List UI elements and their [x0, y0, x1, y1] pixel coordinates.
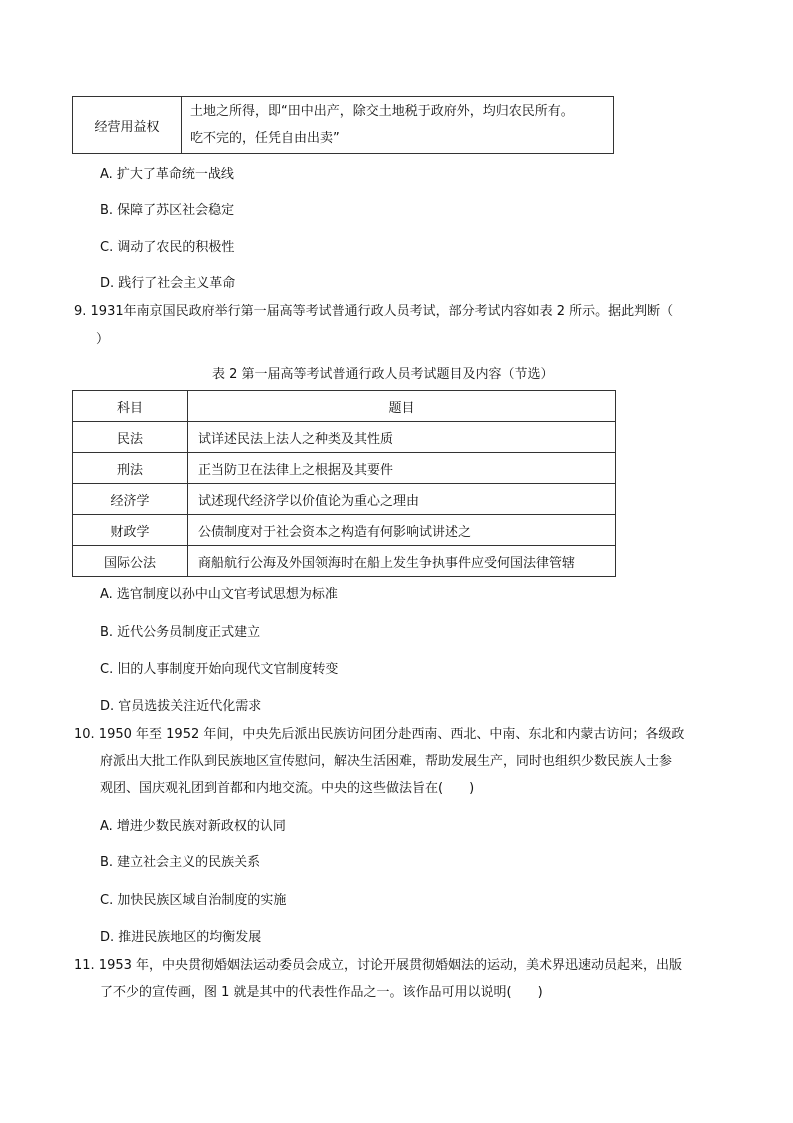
header-subject: 科目 — [73, 391, 188, 422]
q10-option-b[interactable]: B. 建立社会主义的民族关系 — [100, 855, 261, 870]
q10-stem-line1: 10. 1950 年至 1952 年间，中央先后派出民族访问团分赴西南、西北、中南、东北和内蒙古访问；各级政 — [74, 727, 685, 742]
subject-cell: 财政学 — [73, 515, 188, 546]
q9-option-d[interactable]: D. 官员选拔关注近代化需求 — [100, 699, 262, 714]
q9-option-a[interactable]: A. 选官制度以孙中山文官考试思想为标准 — [100, 587, 338, 602]
table-row — [73, 515, 616, 546]
q8-option-d[interactable]: D. 践行了社会主义革命 — [100, 276, 236, 291]
table-row — [73, 97, 614, 154]
subject-cell: 民法 — [73, 422, 188, 453]
exam-table — [72, 390, 616, 577]
question-cell: 正当防卫在法律上之根据及其要件 — [188, 453, 616, 484]
q9-stem-line1: 9. 1931年南京国民政府举行第一届高等考试普通行政人员考试，部分考试内容如表 2 所示。据此判断（ — [74, 304, 674, 319]
header-question: 题目 — [188, 391, 616, 422]
table-content-line: 吃不完的，任凭自由出卖” — [190, 131, 340, 146]
table-row — [73, 453, 616, 484]
subject-cell: 经济学 — [73, 484, 188, 515]
q10-stem-line2: 府派出大批工作队到民族地区宣传慰问，解决生活困难，帮助发展生产，同时也组织少数民族人士参 — [100, 754, 673, 769]
table-header-row — [73, 391, 616, 422]
q8-option-b[interactable]: B. 保障了苏区社会稳定 — [100, 203, 235, 218]
q9-stem-line2: ） — [96, 332, 110, 347]
q11-stem-line1: 11. 1953 年，中央贯彻婚姻法运动委员会成立，讨论开展贯彻婚姻法的运动，美术界迅速动员起来，出版 — [74, 958, 683, 973]
subject-cell: 国际公法 — [73, 546, 188, 577]
table-row — [73, 484, 616, 515]
question-cell: 试述现代经济学以价值论为重心之理由 — [188, 484, 616, 515]
table-content-line: 土地之所得，即“田中出产，除交土地税于政府外，均归农民所有。 — [190, 104, 574, 119]
question-cell: 商船航行公海及外国领海时在船上发生争执事件应受何国法律管辖 — [188, 546, 616, 577]
q10-option-d[interactable]: D. 推进民族地区的均衡发展 — [100, 930, 262, 945]
q9-option-c[interactable]: C. 旧的人事制度开始向现代文官制度转变 — [100, 662, 339, 677]
table-caption: 表 2 第一届高等考试普通行政人员考试题目及内容（节选） — [212, 367, 554, 382]
land-rights-table — [72, 96, 614, 154]
q11-stem-line2: 了不少的宣传画，图 1 就是其中的代表性作品之一。该作品可用以说明( ) — [100, 985, 543, 1000]
q8-option-a[interactable]: A. 扩大了革命统一战线 — [100, 167, 234, 182]
q8-option-c[interactable]: C. 调动了农民的积极性 — [100, 240, 235, 255]
question-cell: 公债制度对于社会资本之构造有何影响试讲述之 — [188, 515, 616, 546]
question-cell: 试详述民法上法人之种类及其性质 — [188, 422, 616, 453]
subject-cell: 刑法 — [73, 453, 188, 484]
table-label-cell: 经营用益权 — [73, 97, 182, 154]
table-row — [73, 546, 616, 577]
q10-option-a[interactable]: A. 增进少数民族对新政权的认同 — [100, 819, 286, 834]
q10-stem-line3: 观团、国庆观礼团到首都和内地交流。中央的这些做法旨在( ) — [100, 781, 475, 796]
q10-option-c[interactable]: C. 加快民族区域自治制度的实施 — [100, 893, 287, 908]
table-content-cell — [182, 97, 614, 154]
q9-option-b[interactable]: B. 近代公务员制度正式建立 — [100, 625, 261, 640]
table-row — [73, 422, 616, 453]
